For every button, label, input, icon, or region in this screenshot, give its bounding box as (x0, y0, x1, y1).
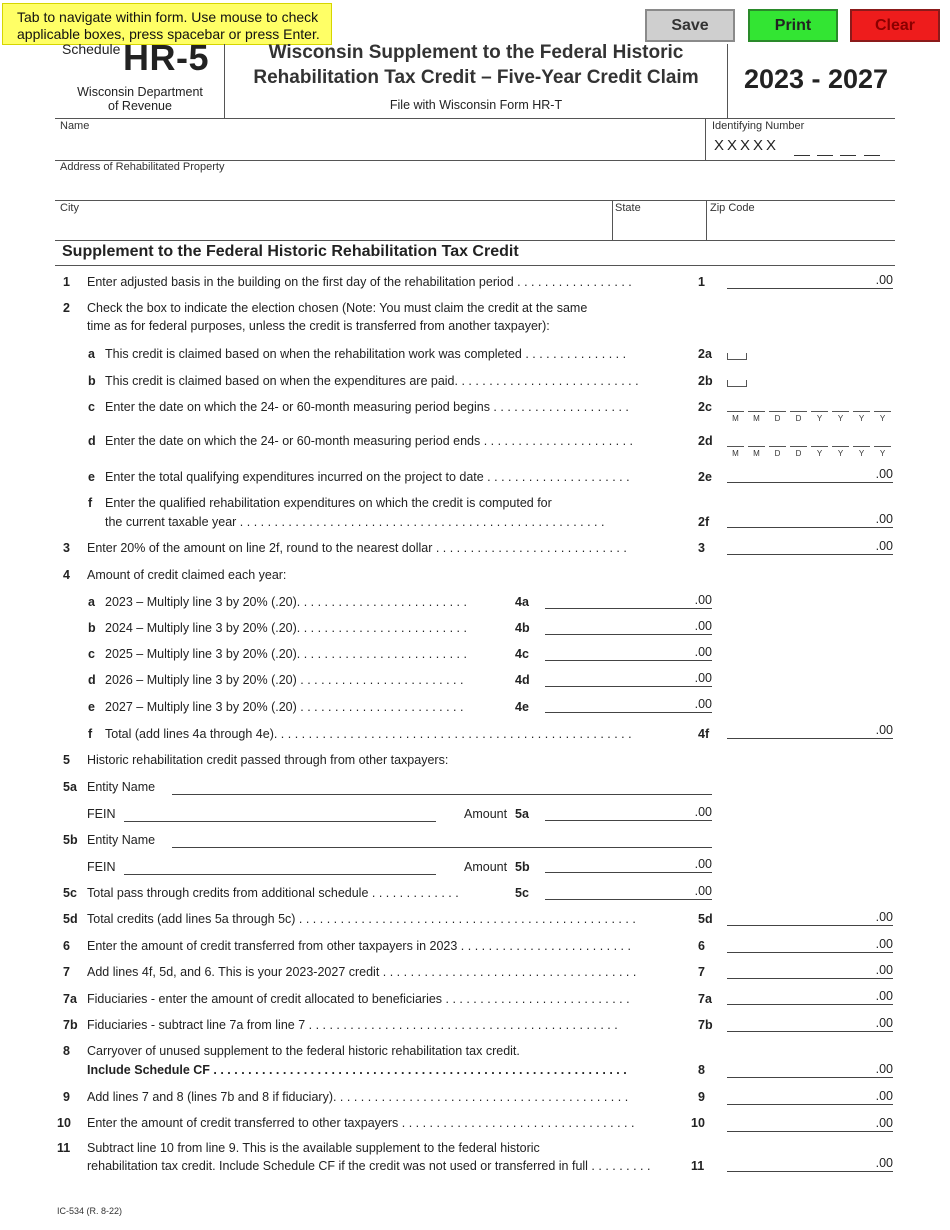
line-2-text: time as for federal purposes, unless the credit is transferred from another taxpayer): (87, 319, 550, 333)
line-ref: 8 (698, 1063, 705, 1077)
line-11-text: rehabilitation tax credit. Include Schedule CF if the credit was not used or transferred in full . . . . . . . . . (87, 1159, 651, 1173)
line-10-text: Enter the amount of credit transferred to other taxpayers . . . . . . . . . . . . . . . . . . . . . . . . . . . . . . . . . . (87, 1116, 635, 1130)
line-ref: 4d (515, 673, 530, 687)
amount-label: Amount (464, 860, 508, 874)
section-title: Supplement to the Federal Historic Rehabilitation Tax Credit (62, 243, 519, 260)
divider (55, 200, 895, 201)
header-divider (224, 44, 225, 118)
file-with-note: File with Wisconsin Form HR-T (389, 98, 563, 112)
line-ref: 5d (698, 912, 713, 926)
line-2b-text: This credit is claimed based on when the expenditures are paid. . . . . . . . . . . . . . . . . . . . . . . . . . . (105, 374, 639, 388)
date-label-day: D (790, 411, 807, 423)
line-ref: 3 (698, 541, 705, 555)
line-ref: 1 (698, 275, 705, 289)
line-5b-fein-input[interactable] (124, 861, 436, 875)
state-input[interactable] (615, 216, 701, 238)
form-number: HR-5 (123, 37, 210, 78)
line-ref: 5a (515, 807, 529, 821)
id-number-digit[interactable] (840, 155, 856, 156)
instruction-tooltip: Tab to navigate within form. Use mouse to check applicable boxes, press spacebar or press Enter. (2, 3, 332, 45)
line-2a-text: This credit is claimed based on when the rehabilitation work was completed . . . . . . . . . . . . . . . (105, 347, 627, 361)
save-button[interactable]: Save (645, 9, 735, 42)
line-ref: 2f (698, 515, 710, 529)
line-ref: 7 (698, 965, 705, 979)
line-number: 5 (63, 753, 70, 767)
line-ref: 5b (515, 860, 530, 874)
line-number: 8 (63, 1044, 70, 1058)
address-input[interactable] (60, 175, 890, 199)
divider (55, 118, 895, 119)
line-ref: 9 (698, 1090, 705, 1104)
divider (55, 240, 895, 241)
line-letter: a (88, 595, 95, 609)
line-9-amount-input[interactable]: .00 (727, 1089, 893, 1105)
date-label-year: Y (832, 411, 849, 423)
line-2e-text: Enter the total qualifying expenditures incurred on the project to date . . . . . . . . . . . . . . . . . . . . . (105, 470, 630, 484)
schedule-label: Schedule (62, 41, 121, 57)
line-number: 5c (63, 886, 77, 900)
line-ref: 5c (515, 886, 529, 900)
date-label-year: Y (832, 446, 849, 458)
line-4a-text: 2023 – Multiply line 3 by 20% (.20). . . . . . . . . . . . . . . . . . . . . . . . . (105, 595, 467, 609)
date-label-day: D (790, 446, 807, 458)
clear-button[interactable]: Clear (850, 9, 940, 42)
line-4d-amount-input[interactable]: .00 (545, 671, 712, 687)
fein-label: FEIN (87, 807, 116, 821)
city-input[interactable] (60, 216, 608, 238)
line-2f-amount-input[interactable]: .00 (727, 512, 893, 528)
line-letter: e (88, 700, 95, 714)
date-label-year: Y (811, 411, 828, 423)
line-ref: 4e (515, 700, 529, 714)
line-ref: 10 (691, 1116, 705, 1130)
department-name (60, 85, 220, 113)
line-7b-text: Fiduciaries - subtract line 7a from line 7 . . . . . . . . . . . . . . . . . . . . . . . . . . . . . . . . . . . . . . . . . . . . . (87, 1018, 618, 1032)
line-letter: d (88, 434, 96, 448)
line-4c-amount-input[interactable]: .00 (545, 645, 712, 661)
line-letter: b (88, 621, 96, 635)
form-revision: IC-534 (R. 8-22) (57, 1206, 123, 1216)
entity-name-label: Entity Name (87, 780, 156, 794)
line-9-text: Add lines 7 and 8 (lines 7b and 8 if fiduciary). . . . . . . . . . . . . . . . . . . . . . . . . . . . . . . . . . . . . . . . . . . (87, 1090, 629, 1104)
print-button[interactable]: Print (748, 9, 838, 42)
line-ref: 7b (698, 1018, 713, 1032)
line-2c-text: Enter the date on which the 24- or 60-month measuring period begins . . . . . . . . . . . . . . . . . . . . (105, 400, 629, 414)
name-label: Name (60, 120, 90, 132)
line-number: 7b (63, 1018, 78, 1032)
city-label: City (60, 202, 79, 214)
form-title-line-1: Wisconsin Supplement to the Federal Historic (268, 42, 684, 63)
line-1-text: Enter adjusted basis in the building on the first day of the rehabilitation period . . . . . . . . . . . . . . . . . (87, 275, 632, 289)
date-label-month: M (727, 446, 744, 458)
line-2f-text: Enter the qualified rehabilitation expenditures on which the credit is computed for (105, 496, 552, 510)
address-label: Address of Rehabilitated Property (60, 161, 225, 173)
line-2-text: Check the box to indicate the election chosen (Note: You must claim the credit at the same (87, 301, 588, 315)
line-letter: e (88, 470, 95, 484)
line-ref: 11 (691, 1159, 705, 1173)
line-ref: 7a (698, 992, 712, 1006)
line-2b-checkbox[interactable] (727, 380, 747, 387)
line-2f-text: the current taxable year . . . . . . . . . . . . . . . . . . . . . . . . . . . . . . . . . . . . . . . . . . . . . . . . . . . . . (105, 515, 605, 529)
line-5a-amount-input[interactable]: .00 (545, 805, 712, 821)
line-number: 6 (63, 939, 70, 953)
line-letter: f (88, 496, 93, 510)
line-number: 5b (63, 833, 78, 847)
line-4f-amount-input[interactable]: .00 (727, 723, 893, 739)
line-2a-checkbox[interactable] (727, 353, 747, 360)
line-3-text: Enter 20% of the amount on line 2f, round to the nearest dollar . . . . . . . . . . . . . . . . . . . . . . . . . . . . (87, 541, 627, 555)
line-ref: 4c (515, 647, 529, 661)
line-number: 1 (63, 275, 70, 289)
state-label: State (615, 202, 641, 214)
line-10-amount-input[interactable]: .00 (727, 1116, 893, 1132)
date-label-year: Y (874, 446, 891, 458)
line-number: 11 (57, 1141, 71, 1155)
line-4b-text: 2024 – Multiply line 3 by 20% (.20). . . . . . . . . . . . . . . . . . . . . . . . . (105, 621, 467, 635)
divider (55, 265, 895, 266)
line-number: 10 (57, 1116, 71, 1130)
line-7b-amount-input[interactable]: .00 (727, 1016, 893, 1032)
line-6-amount-input[interactable]: .00 (727, 937, 893, 953)
department-line-2: of Revenue (108, 99, 172, 113)
divider (706, 200, 707, 240)
date-label-year: Y (811, 446, 828, 458)
line-5d-amount-input[interactable]: .00 (727, 910, 893, 926)
divider (612, 200, 613, 240)
line-4c-text: 2025 – Multiply line 3 by 20% (.20). . . . . . . . . . . . . . . . . . . . . . . . . (105, 647, 467, 661)
date-label-day: D (769, 411, 786, 423)
date-label-year: Y (874, 411, 891, 423)
form-title (226, 40, 726, 90)
line-2c-date-input[interactable] (727, 411, 895, 425)
date-label-month: M (748, 411, 765, 423)
line-letter: d (88, 673, 96, 687)
line-5a-entity-name-input[interactable] (172, 781, 712, 795)
line-number: 9 (63, 1090, 70, 1104)
line-6-text: Enter the amount of credit transferred from other taxpayers in 2023 . . . . . . . . . . . . . . . . . . . . . . . . . (87, 939, 631, 953)
divider (705, 118, 706, 160)
line-letter: f (88, 727, 93, 741)
line-7a-amount-input[interactable]: .00 (727, 989, 893, 1005)
line-letter: b (88, 374, 96, 388)
line-5-text: Historic rehabilitation credit passed through from other taxpayers: (87, 753, 449, 767)
line-4-text: Amount of credit claimed each year: (87, 568, 287, 582)
form-title-line-2: Rehabilitation Tax Credit – Five-Year Credit Claim (253, 67, 699, 88)
line-7a-text: Fiduciaries - enter the amount of credit allocated to beneficiaries . . . . . . . . . . . . . . . . . . . . . . . . . . . (87, 992, 630, 1006)
date-label-year: Y (853, 446, 870, 458)
line-4f-text: Total (add lines 4a through 4e). . . . . . . . . . . . . . . . . . . . . . . . . . . . . . . . . . . . . . . . . . . . . . . . . . . . (105, 727, 632, 741)
line-number: 5d (63, 912, 78, 926)
line-7-text: Add lines 4f, 5d, and 6. This is your 2023-2027 credit . . . . . . . . . . . . . . . . . . . . . . . . . . . . . . . . . . . . . (87, 965, 637, 979)
zip-label: Zip Code (710, 202, 755, 214)
id-number-digit[interactable] (794, 155, 810, 156)
line-8-text: Carryover of unused supplement to the federal historic rehabilitation tax credit. (87, 1044, 520, 1058)
department-line-1: Wisconsin Department (77, 85, 203, 99)
line-5c-text: Total pass through credits from additional schedule . . . . . . . . . . . . . (87, 886, 459, 900)
line-2d-text: Enter the date on which the 24- or 60-month measuring period ends . . . . . . . . . . . . . . . . . . . . . . (105, 434, 634, 448)
line-number: 3 (63, 541, 70, 555)
line-ref: 2a (698, 347, 712, 361)
line-2d-date-input[interactable] (727, 446, 895, 460)
line-7-amount-input[interactable]: .00 (727, 963, 893, 979)
line-5b-entity-name-input[interactable] (172, 834, 712, 848)
line-ref: 2d (698, 434, 713, 448)
tax-years: 2023 - 2027 (743, 64, 889, 94)
id-number-digit[interactable] (864, 155, 880, 156)
line-ref: 2b (698, 374, 713, 388)
line-8-text: Include Schedule CF . . . . . . . . . . . . . . . . . . . . . . . . . . . . . . . . . . . . . . . . . . . . . . . . . . . . . . . . . . . . (87, 1063, 627, 1077)
line-4b-amount-input[interactable]: .00 (545, 619, 712, 635)
line-5a-fein-input[interactable] (124, 808, 436, 822)
line-number: 2 (63, 301, 70, 315)
line-number: 7 (63, 965, 70, 979)
line-ref: 6 (698, 939, 705, 953)
line-letter: c (88, 400, 95, 414)
id-number-mask: XXXXX (714, 137, 780, 154)
line-number: 4 (63, 568, 70, 582)
line-ref: 2c (698, 400, 712, 414)
id-number-digit[interactable] (817, 155, 833, 156)
line-4e-text: 2027 – Multiply line 3 by 20% (.20) . . . . . . . . . . . . . . . . . . . . . . . . (105, 700, 464, 714)
date-label-month: M (727, 411, 744, 423)
line-2e-amount-input[interactable]: .00 (727, 467, 893, 483)
line-ref: 4b (515, 621, 530, 635)
line-4e-amount-input[interactable]: .00 (545, 697, 712, 713)
amount-label: Amount (464, 807, 508, 821)
line-ref: 4f (698, 727, 710, 741)
line-5c-amount-input[interactable]: .00 (545, 884, 712, 900)
name-input[interactable] (60, 134, 700, 158)
line-8-amount-input[interactable]: .00 (727, 1062, 893, 1078)
line-5b-amount-input[interactable]: .00 (545, 857, 712, 873)
line-number: 5a (63, 780, 77, 794)
line-letter: c (88, 647, 95, 661)
line-4a-amount-input[interactable]: .00 (545, 593, 712, 609)
date-label-year: Y (853, 411, 870, 423)
line-1-amount-input[interactable]: .00 (727, 273, 893, 289)
line-letter: a (88, 347, 95, 361)
line-ref: 4a (515, 595, 529, 609)
line-number: 7a (63, 992, 77, 1006)
line-3-amount-input[interactable]: .00 (727, 539, 893, 555)
line-4d-text: 2026 – Multiply line 3 by 20% (.20) . . . . . . . . . . . . . . . . . . . . . . . . (105, 673, 464, 687)
line-11-amount-input[interactable]: .00 (727, 1156, 893, 1172)
line-11-text: Subtract line 10 from line 9. This is the available supplement to the federal historic (87, 1141, 540, 1155)
fein-label: FEIN (87, 860, 116, 874)
header-divider (727, 44, 728, 118)
id-number-label: Identifying Number (712, 120, 805, 132)
entity-name-label: Entity Name (87, 833, 156, 847)
line-5d-text: Total credits (add lines 5a through 5c) . . . . . . . . . . . . . . . . . . . . . . . . . . . . . . . . . . . . . . . . . . . . . . . . . (87, 912, 636, 926)
date-label-day: D (769, 446, 786, 458)
date-label-month: M (748, 446, 765, 458)
line-ref: 2e (698, 470, 712, 484)
zip-input[interactable] (710, 216, 890, 238)
